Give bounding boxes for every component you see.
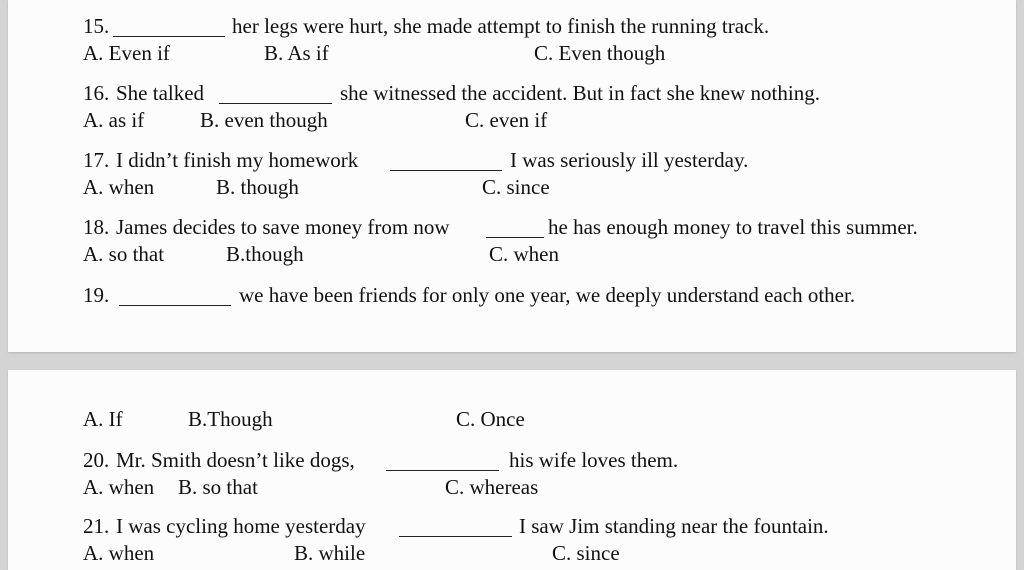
q17-option-c: C. since	[482, 175, 550, 199]
q20-stem-after: his wife loves them.	[509, 448, 679, 472]
q17-stem-before: I didn’t finish my homework	[116, 148, 359, 172]
q18-option-b: B.though	[226, 242, 304, 266]
q20-blank	[386, 470, 499, 471]
q20-option-b: B. so that	[178, 475, 258, 499]
q16-number: 16.	[83, 81, 110, 105]
q21-option-c: C. since	[552, 541, 620, 565]
q17-number: 17.	[83, 148, 110, 172]
q15-option-c: C. Even though	[534, 41, 666, 65]
q20-number: 20.	[83, 448, 110, 472]
q18-option-a: A. so that	[83, 242, 165, 266]
q18-stem-before: James decides to save money from now	[116, 215, 450, 239]
q21-stem-after: I saw Jim standing near the fountain.	[519, 514, 829, 538]
q18-stem-after: he has enough money to travel this summer.	[548, 215, 918, 239]
page-bottom	[8, 370, 1016, 570]
q20-option-a: A. when	[83, 475, 155, 499]
q21-blank	[399, 536, 512, 537]
q17-stem-after: I was seriously ill yesterday.	[510, 148, 749, 172]
q15-option-a: A. Even if	[83, 41, 170, 65]
q19-option-b: B.Though	[188, 407, 273, 431]
q21-number: 21.	[83, 514, 110, 538]
q16-option-c: C. even if	[465, 108, 548, 132]
q19-number: 19.	[83, 283, 110, 307]
q17-option-b: B. though	[216, 175, 299, 199]
q18-number: 18.	[83, 215, 110, 239]
q19-option-a: A. If	[83, 407, 123, 431]
q15-blank	[113, 36, 225, 37]
q17-option-a: A. when	[83, 175, 155, 199]
q19-option-c: C. Once	[456, 407, 525, 431]
q16-option-b: B. even though	[200, 108, 328, 132]
q16-stem-before: She talked	[116, 81, 205, 105]
q18-blank	[486, 237, 544, 238]
q15-number: 15.	[83, 14, 110, 38]
page-top	[8, 0, 1016, 352]
q21-stem-before: I was cycling home yesterday	[116, 514, 366, 538]
q16-blank	[219, 103, 332, 104]
q16-option-a: A. as if	[83, 108, 145, 132]
q19-stem: we have been friends for only one year, we deeply understand each other.	[239, 283, 856, 307]
q19-blank	[119, 305, 231, 306]
q20-option-c: C. whereas	[445, 475, 539, 499]
q18-option-c: C. when	[489, 242, 559, 266]
q15-stem: her legs were hurt, she made attempt to finish the running track.	[232, 14, 770, 38]
q15-option-b: B. As if	[264, 41, 329, 65]
q20-stem-before: Mr. Smith doesn’t like dogs,	[116, 448, 355, 472]
q16-stem-after: she witnessed the accident. But in fact she knew nothing.	[340, 81, 820, 105]
q21-option-a: A. when	[83, 541, 155, 565]
q17-blank	[390, 170, 502, 171]
q21-option-b: B. while	[294, 541, 366, 565]
